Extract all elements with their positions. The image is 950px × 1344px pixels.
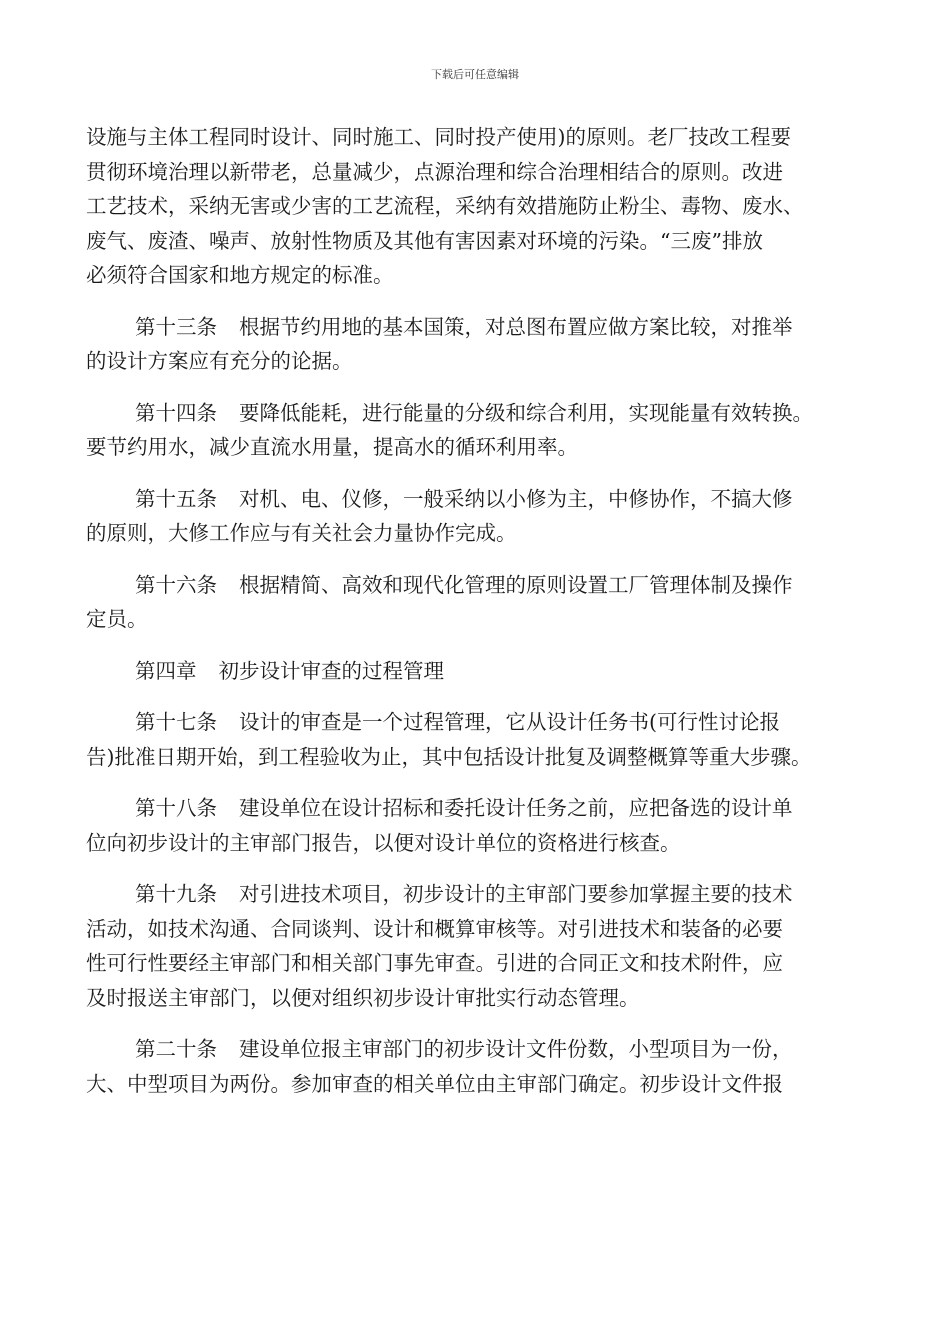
text-line: 大、中型项目为两份。参加审查的相关单位由主审部门确定。初步设计文件报 [86, 1071, 783, 1096]
chapter-4-heading [86, 654, 876, 689]
text-line: 对机、电、仪修，一般采纳以小修为主，中修协作，不搞大修 [239, 486, 793, 511]
page-header-note: 下载后可任意编辑 [431, 68, 519, 81]
text-line: 告)批准日期开始，到工程验收为止，其中包括设计批复及调整概算等重大步骤。 [86, 744, 812, 769]
article-label: 第十三条 [135, 314, 217, 339]
text-line: 及时报送主审部门，以便对组织初步设计审批实行动态管理。 [86, 985, 640, 1010]
text-line: 设计的审查是一个过程管理，它从设计任务书(可行性讨论报 [239, 710, 780, 734]
article-label: 第十九条 [135, 882, 217, 906]
article-13 [86, 310, 876, 379]
article-15 [86, 482, 876, 551]
article-16 [86, 568, 876, 637]
text-line: 定员。 [86, 607, 148, 631]
text-line: 位向初步设计的主审部门报告，以便对设计单位的资格进行核查。 [86, 830, 681, 855]
text-line: 建设单位在设计招标和委托设计任务之前，应把备选的设计单 [239, 796, 793, 820]
chapter-title: 初步设计审查的过程管理 [218, 658, 444, 683]
text-line: 性可行性要经主审部门和相关部门事先审查。引进的合同正文和技术附件，应 [86, 951, 783, 975]
text-line: 的原则，大修工作应与有关社会力量协作完成。 [86, 521, 517, 545]
text-line: 根据节约用地的基本国策，对总图布置应做方案比较，对推举 [239, 314, 793, 339]
text-line: 贯彻环境治理以新带老，总量减少，点源治理和综合治理相结合的原则。改进 [86, 159, 783, 184]
article-label: 第十七条 [135, 710, 217, 734]
article-label: 第十八条 [135, 796, 217, 820]
article-label: 第十六条 [135, 572, 217, 597]
article-14 [86, 396, 876, 465]
text-line: 必须符合国家和地方规定的标准。 [86, 263, 394, 287]
text-line: 要降低能耗，进行能量的分级和综合利用，实现能量有效转换。 [239, 400, 813, 425]
article-label: 第十四条 [135, 400, 217, 425]
chapter-label: 第四章 [135, 658, 197, 683]
text-line: 要节约用水，减少直流水用量，提高水的循环利用率。 [86, 435, 578, 459]
text-line: 设施与主体工程同时设计、同时施工、同时投产使用)的原则。老厂技改工程要 [86, 125, 791, 149]
text-line: 废气、废渣、噪声、放射性物质及其他有害因素对环境的污染。“三废”排放 [86, 228, 763, 253]
text-line: 工艺技术，采纳无害或少害的工艺流程，采纳有效措施防止粉尘、毒物、废水、 [86, 194, 804, 218]
article-19 [86, 877, 876, 1015]
text-line: 对引进技术项目，初步设计的主审部门要参加掌握主要的技术 [239, 882, 793, 906]
article-20 [86, 1032, 876, 1101]
article-18 [86, 791, 876, 860]
text-line: 的设计方案应有充分的论据。 [86, 349, 353, 373]
article-17 [86, 705, 876, 774]
text-line: 根据精简、高效和现代化管理的原则设置工厂管理体制及操作 [239, 572, 793, 597]
text-line: 活动，如技术沟通、合同谈判、设计和概算审核等。对引进技术和装备的必要 [86, 916, 783, 941]
paragraph-environment [86, 120, 876, 293]
article-label: 第二十条 [135, 1037, 217, 1061]
article-label: 第十五条 [135, 486, 217, 511]
document-body [86, 120, 876, 1118]
text-line: 建设单位报主审部门的初步设计文件份数，小型项目为一份， [239, 1037, 793, 1061]
